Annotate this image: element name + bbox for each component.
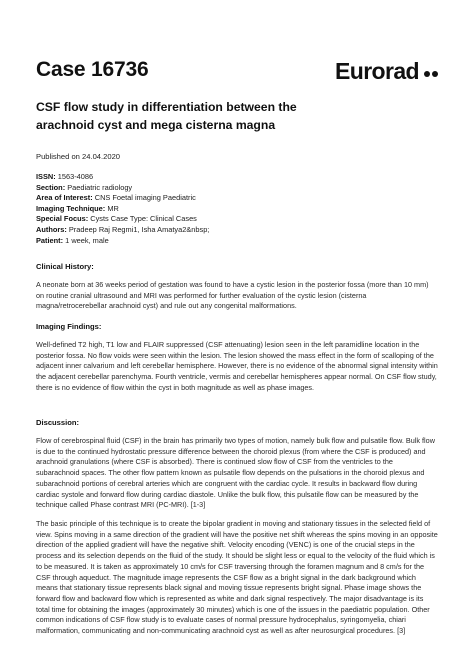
- meta-patient: Patient: 1 week, male: [36, 235, 109, 245]
- logo-dots-icon: [422, 71, 438, 77]
- meta-imaging-technique: Imaging Technique: MR: [36, 203, 119, 213]
- article-metadata: [36, 172, 209, 246]
- discussion-paragraph-2: The basic principle of this technique is to create the bipolar gradient in moving and stationary tissues in the selected field of view. Spins moving in a same direction of the gradient will have the positive net shift whereas the spins moving in an opposite direction of the applied gradient will have the negative shift. Velocity encoding (VENC) is one of the crucial steps in the process and its selection depends on the fluid of the study. It should be slight less or equal to the velocity of the fluid which is to be measured. It is taken as approximately 10 cm/s for CSF traversing through the foramen magnum and 8 cm/s for the CSF through aqueduct. The magnitude image represents the CSF flow as a bright signal in the dark background which means that stationary tissue represents black signal and moving tissue represents bright signal. Phase image shows the forward flow and backward flow which is represented as white and dark signal respectively. The major disadvantage is its total time for obtaining the images (approximately 30 minutes) which is one of the issues in the paediatric population. Other common indications of CSF flow study is to evaluate cases of normal pressure hydrocephalus, syringomyelia, chiari malformation, communicating and non-communicating arachnoid cyst as well as after neurosurgical procedures. [3]: [36, 519, 438, 636]
- article-title: CSF flow study in differentiation between the arachnoid cyst and mega cisterna magna: [36, 100, 297, 132]
- discussion-heading: Discussion:: [36, 418, 80, 427]
- eurorad-logo: [335, 58, 438, 85]
- case-number: Case 16736: [36, 58, 149, 81]
- meta-special-focus: Special Focus: Cysts Case Type: Clinical Cases: [36, 214, 197, 224]
- clinical-history-text: A neonate born at 36 weeks period of gestation was found to have a cystic lesion in the posterior fossa (more than 10 mm) on routine cranial ultrasound and MRI was performed for further evaluation of the cystic lesion (cisterna magna/retrocerebellar arachnoid cyst) and rule out any congenital malformations.: [36, 280, 429, 311]
- page-header: [36, 58, 438, 88]
- imaging-findings-heading: Imaging Findings:: [36, 322, 102, 331]
- meta-area-of-interest: Area of Interest: CNS Foetal imaging Paediatric: [36, 193, 196, 203]
- imaging-findings-text: Well-defined T2 high, T1 low and FLAIR suppressed (CSF attenuating) lesion seen in the left paramidline location in the posterior fossa. No flow voids were seen within the lesion. The lesion showed the mass effect in the form of scalloping of the adjacent inner calvarium and left cerebellar hemisphere. However, there is no evidence of the abnormal signal intensity within the adjacent cerebellar parenchyma. Fourth ventricle, vermis and cerebellar hemispheres appear normal. On CSF flow study, there is no evidence of flow within the cyst in both magnitude as well as phase images.: [36, 340, 438, 392]
- meta-section: Section: Paediatric radiology: [36, 182, 133, 192]
- meta-authors: Authors: Pradeep Raj Regmi1, Isha Amatya2&nbsp;: [36, 224, 210, 234]
- meta-issn: ISSN: 1563-4086: [36, 172, 94, 181]
- discussion-paragraph-1: Flow of cerebrospinal fluid (CSF) in the brain has primarily two types of motion, namely bulk flow and pulsatile flow. Bulk flow is due to the continued hydrostatic pressure difference between the choroid plexus (from where the CSF is produced) and arachnoid granulations (where CSF is absorbed). There is continued slow flow of CSF from the ventricles to the subarachnoid spaces. The other flow pattern known as pulsatile flow depends on the pulsations in the choroid plexus and subarachnoid portions of cerebral arteries which are congruent with the cardiac cycle. It results in backward flow during cardiac systole and forward flow during cardiac diastole. Unlike the bulk flow, this pulsatile flow can be measured by the technique called Phase contrast MRI (PC-MRI). [1-3]: [36, 436, 435, 510]
- published-date: Published on 24.04.2020: [36, 152, 121, 161]
- clinical-history-heading: Clinical History:: [36, 262, 94, 271]
- logo-text: Eurorad: [335, 58, 419, 84]
